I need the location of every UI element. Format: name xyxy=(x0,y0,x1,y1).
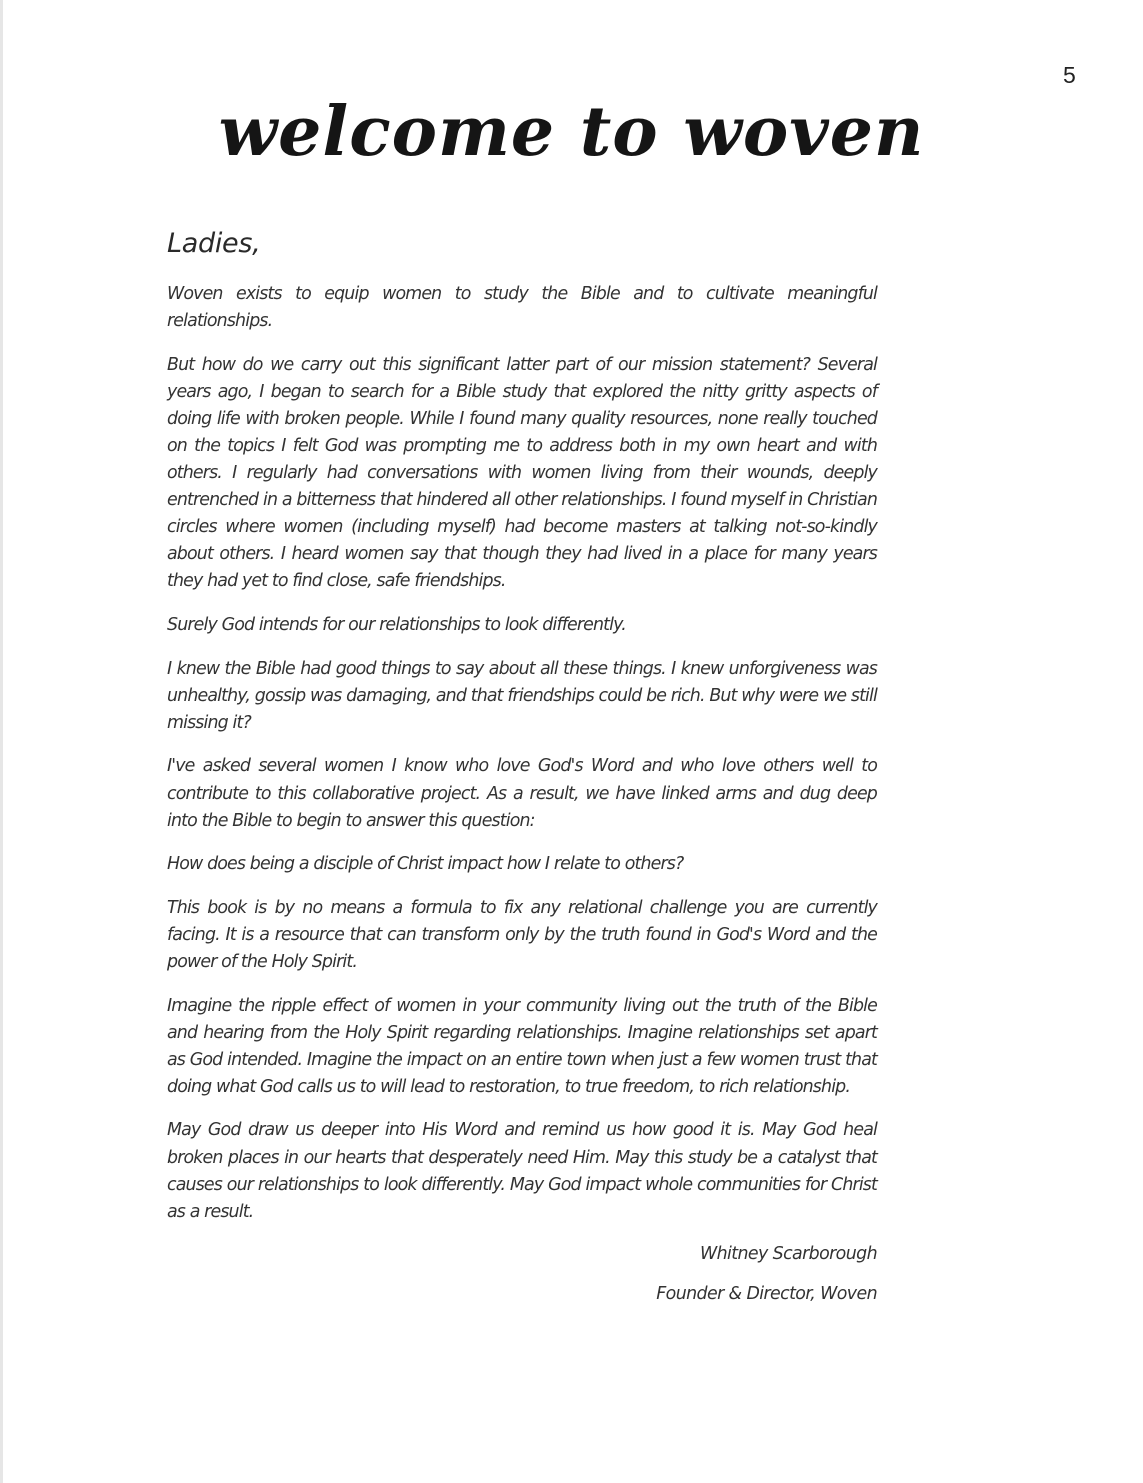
paragraph-knew: I knew the Bible had good things to say about all these things. I knew unforgiveness was unhealthy, gossip was damaging, and that friendships could be rich. But why were we still missing it? xyxy=(167,658,877,733)
signature-role: Founder & Director, Woven xyxy=(656,1283,877,1304)
page-edge xyxy=(0,0,3,1483)
paragraph-asked: I've asked several women I know who love God's Word and who love others well to contribute to this collaborative project. As a result, we have linked arms and dug deep into the Bible to begin to answer this question: xyxy=(167,756,877,831)
salutation: Ladies, xyxy=(167,228,261,259)
paragraph-mission: Woven exists to equip women to study the Bible and to cultivate meaningful relationships. xyxy=(167,284,877,332)
paragraph-may-god: May God draw us deeper into His Word and remind us how good it is. May God heal broken places in our hearts that desperately need Him. May this study be a catalyst that causes our relationships to look differently. May God impact whole communities for Christ as a result. xyxy=(167,1120,877,1222)
page-number: 5 xyxy=(1063,62,1076,88)
paragraph-book: This book is by no means a formula to fix any relational challenge you are currently facing. It is a resource that can transform only by the truth found in God's Word and the power of the Holy Spirit. xyxy=(167,897,877,972)
paragraph-search: But how do we carry out this significant latter part of our mission statement? Several years ago, I began to search for a Bible study that explored the nitty gritty aspects of doing life with broken people. While I found many quality resources, none really touched on the topics I felt God was prompting me to address both in my own heart and with others. I regularly had conversations with women living from their wounds, deeply entrenched in a bitterness that hindered all other relationships. I found myself in Christian circles where women (including myself) had become masters at talking not-so-kindly about others. I heard women say that though they had lived in a place for many years they had yet to find close, safe friendships. xyxy=(167,354,877,592)
paragraph-imagine: Imagine the ripple effect of women in your community living out the truth of the Bible and hearing from the Holy Spirit regarding relationships. Imagine relationships set apart as God intended. Imagine the impact on an entire town when just a few women trust that doing what God calls us to will lead to restoration, to true freedom, to rich relationship. xyxy=(167,995,877,1097)
signature-name: Whitney Scarborough xyxy=(700,1243,877,1264)
paragraph-surely: Surely God intends for our relationships to look differently. xyxy=(167,615,626,636)
page-title: welcome to woven xyxy=(218,92,925,172)
paragraph-question: How does being a disciple of Christ impact how I relate to others? xyxy=(167,854,684,875)
letter-body xyxy=(167,228,877,1304)
